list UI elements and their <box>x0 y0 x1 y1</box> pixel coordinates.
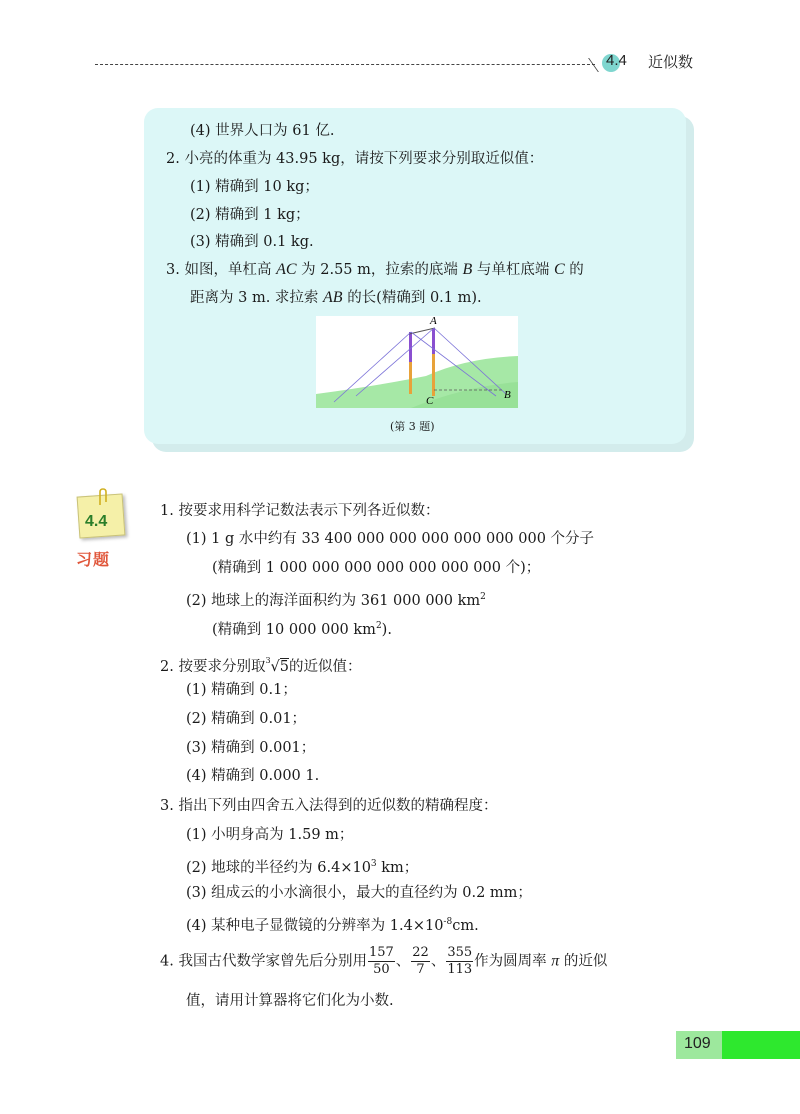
ex-q1-1: (1) 1 g 水中约有 33 400 000 000 000 000 000 000 个分子 <box>186 531 595 547</box>
ex-q1-2b: (精确到 10 000 000 $km^2$). <box>212 621 392 638</box>
var-b: B <box>462 261 473 278</box>
label-a: A <box>430 316 437 327</box>
ex-q1: 1. 按要求用科学记数法表示下列各近似数： <box>160 503 440 519</box>
box-line-1: (4) 世界人口为 61 亿. <box>190 123 335 139</box>
ex-q3-4: (4) 某种电子显微镜的分辨率为 $1.4\times 10^{-8}cm$. <box>186 917 479 934</box>
figure-caption: (第 3 题) <box>390 420 435 433</box>
pi-symbol: π <box>551 952 560 970</box>
ex-q3: 3. 指出下列由四舍五入法得到的近似数的精确程度： <box>160 798 498 814</box>
ex-q1-1b: (精确到 1 000 000 000 000 000 000 000 个)； <box>212 560 541 576</box>
ex-q3-3: (3) 组成云的小水滴很小，最大的直径约为 0.2 mm； <box>186 885 532 901</box>
fraction-157-50: $\frac{157}{50}$ <box>368 945 394 977</box>
var-ac: AC <box>276 261 297 278</box>
box-line-4: (2) 精确到 1 kg； <box>190 207 310 223</box>
page-number: 109 <box>684 1035 711 1052</box>
var-c: C <box>554 261 565 278</box>
ex-q3-2: (2) 地球的半径约为 $6.4\times 10^3$ km； <box>186 859 419 876</box>
var-ab: AB <box>323 289 343 306</box>
fraction-22-7: $\frac{22}{7}$ <box>412 945 429 977</box>
box-q3-line-2: 距离为 3 m. 求拉索 AB 的长(精确到 0.1 m). <box>190 289 482 306</box>
label-b: B <box>504 389 511 401</box>
ex-q2-2: (2) 精确到 0.01； <box>186 711 307 727</box>
box-line-3: (1) 精确到 10 kg； <box>190 179 319 195</box>
section-title: 近似数 <box>648 53 694 71</box>
box-q3-line-1: 3. 如图，单杠高 AC 为 2.55 m，拉索的底端 B 与单杠底端 C 的 <box>166 261 584 278</box>
radical-sign-icon: √ <box>270 659 280 675</box>
ex-q4-line-1: 4. 我国古代数学家曾先后分别用 $\frac{157}{50}$ 、 $\frac{22}{7}$ 、 $\frac{355}{113}$ 作为圆周率 π 的近似 <box>160 945 608 977</box>
section-number: 4.4 <box>606 52 627 69</box>
ex-q2-1: (1) 精确到 0.1； <box>186 682 297 698</box>
radicand: 5 <box>279 659 290 675</box>
box-line-5: (3) 精确到 0.1 kg. <box>190 234 314 250</box>
label-c: C <box>426 395 434 407</box>
ex-q2-3: (3) 精确到 0.001； <box>186 740 316 756</box>
ex-q2: 2. 按要求分别取$^3$√5的近似值： <box>160 656 362 675</box>
ex-q1-2: (2) 地球上的海洋面积约为 361 000 000 $km^2$ <box>186 592 486 609</box>
exercise-badge-label: 习题 <box>76 550 111 569</box>
pull-up-bar-figure <box>316 316 518 408</box>
box-line-2: 2. 小亮的体重为 43.95 kg，请按下列要求分别取近似值： <box>166 151 544 167</box>
exercise-badge-number: 4.4 <box>85 513 108 530</box>
header-rule <box>95 64 595 65</box>
ex-q3-1: (1) 小明身高为 1.59 m； <box>186 827 354 843</box>
paperclip-icon <box>96 488 110 506</box>
root-index: 3 <box>265 656 271 665</box>
fraction-355-113: $\frac{355}{113}$ <box>447 945 473 977</box>
ex-q4-line-2: 值，请用计算器将它们化为小数. <box>186 993 394 1009</box>
ex-q2-4: (4) 精确到 0.000 1. <box>186 768 320 784</box>
